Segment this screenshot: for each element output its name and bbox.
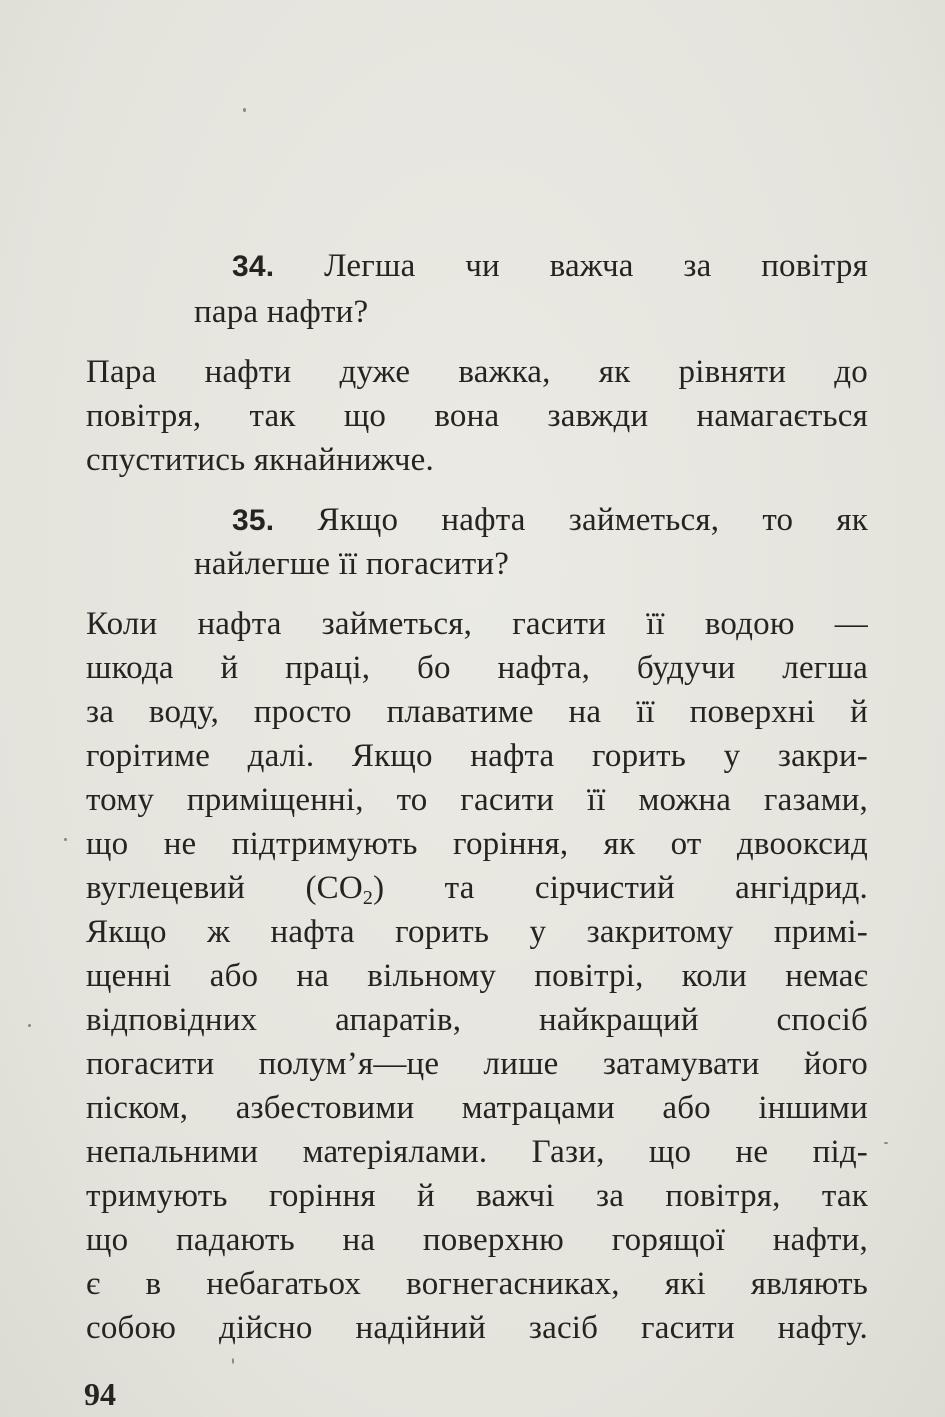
answer-35-line-3: за воду, просто плаватиме на її поверхні й: [86, 694, 868, 730]
answer-35-line-2: шкода й праці, бо нафта, будучи легша: [86, 650, 868, 686]
answer-35-line-10: відповідних апаратів, найкращий спосіб: [86, 1002, 868, 1038]
answer-35-line-13: непальними матеріялами. Гази, що не під-: [86, 1134, 868, 1170]
question-35-line-2: найлегше її погасити?: [194, 546, 510, 582]
paper-speck: [884, 1142, 888, 1144]
answer-35-line-14: тримують горіння й важчі за повітря, так: [86, 1178, 868, 1214]
answer-34-line-1: Пара нафти дуже важка, як рівняти до: [86, 354, 868, 390]
answer-35-line-17: собою дійсно надійний засіб гасити нафту.: [86, 1310, 868, 1346]
answer-35-line-12: піском, азбестовими матрацами або іншими: [86, 1090, 868, 1126]
answer-34-line-2: повітря, так що вона завжди намагається: [86, 398, 868, 434]
question-34-number: 34.: [232, 250, 275, 283]
answer-34-line-3: спуститись якнайнижче.: [86, 442, 434, 478]
paper-speck: [28, 1024, 31, 1027]
answer-35-line-15: що падають на поверхню горящої нафти,: [86, 1222, 868, 1258]
question-34-line-1: [232, 244, 868, 289]
question-34-line-2: пара нафти?: [194, 294, 369, 330]
paper-speck: [64, 838, 67, 841]
paper-speck: [243, 108, 246, 112]
answer-35-line-11: погасити полум’я—це лише затамувати його: [86, 1046, 868, 1082]
co2-subscript: 2: [362, 887, 374, 909]
answer-35-line-6: що не підтримують горіння, як от двооксид: [86, 826, 868, 862]
paper-speck: [232, 1358, 234, 1364]
question-35-line-1: [232, 498, 868, 543]
answer-35-line-9: щенні або на вільному повітрі, коли немає: [86, 958, 868, 994]
answer-35-line-7-part-2: ) та сірчистий ангідрид.: [373, 870, 868, 906]
answer-35-line-1: Коли нафта займеться, гасити її водою —: [86, 606, 868, 642]
question-35-text-1: Якщо нафта займеться, то як: [317, 502, 868, 538]
answer-35-line-16: є в небагатьох вогнегасниках, які являють: [86, 1266, 868, 1302]
question-34-text-1: Легша чи важча за повітря: [324, 248, 869, 284]
answer-35-line-7-part-1: вуглецевий (CO: [86, 870, 363, 906]
answer-35-line-5: тому приміщенні, то гасити її можна газами,: [86, 782, 868, 818]
answer-35-line-4: горітиме далі. Якщо нафта горить у закри-: [86, 738, 868, 774]
answer-35-line-8: Якщо ж нафта горить у закритому примі-: [86, 914, 868, 950]
question-35-number: 35.: [232, 504, 275, 537]
page-number: 94: [84, 1376, 116, 1412]
